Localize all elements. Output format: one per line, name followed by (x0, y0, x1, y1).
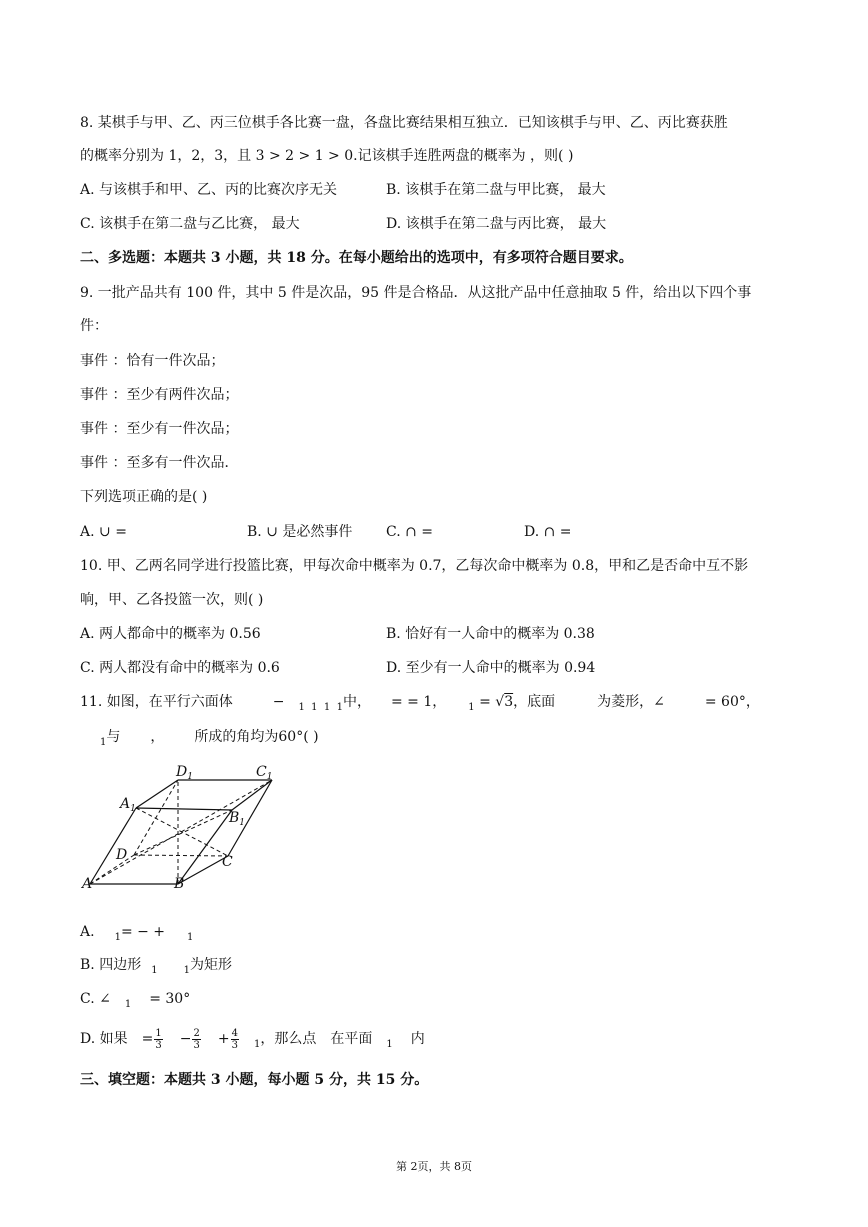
label-b1: $B_1$ (229, 810, 246, 828)
q9-option-b: B. ∪ 是必然事件 (247, 524, 353, 540)
edge-bc (178, 856, 228, 884)
label-c1: $C_1$ (256, 764, 273, 782)
edge-a1d1 (136, 780, 178, 808)
q11-stem-line2: $_1$与 ， 所成的角均为60°( ) (100, 729, 319, 748)
q9-stem-line2: 件： (80, 318, 108, 334)
q9-prompt: 下列选项正确的是( ) (80, 489, 208, 505)
fraction-1-3: $\frac{1}{3}$ (155, 1027, 162, 1051)
q9-option-c: C. ∩ = (386, 524, 434, 540)
diagonal-a1c-hidden (136, 808, 228, 856)
label-a1: $A_1$ (120, 796, 136, 814)
label-d: D (116, 847, 128, 863)
q8-option-c: C. 该棋手在第二盘与乙比赛， 最大 (80, 216, 300, 232)
q11-option-c: C. ∠ $_1$ = 30° (80, 991, 191, 1010)
section-heading-fill-in: 三、填空题：本题共 3 小题，每小题 5 分，共 15 分。 (80, 1072, 429, 1088)
page-footer: 第 2页，共 8页 (396, 1160, 472, 1173)
fraction-4-3: $\frac{4}{3}$ (231, 1027, 238, 1051)
label-c: C (222, 854, 233, 870)
edge-bb1 (178, 810, 232, 884)
parallelepiped-figure (80, 760, 280, 890)
edge-dd1-hidden (134, 780, 178, 855)
label-a: A (82, 876, 93, 890)
q9-stem-line1: 9. 一批产品共有 100 件，其中 5 件是次品，95 件是合格品．从这批产品中任意抽取 5 件，给出以下四个事 (80, 285, 752, 301)
q10-option-a: A. 两人都命中的概率为 0.56 (80, 626, 261, 642)
q11-stem-line1: 11. 如图，在平行六面体 − $_{1 1 1 1}$中， = = 1， $_1$ = √3，底面 为菱形，∠ = 60°， (80, 694, 760, 713)
label-d1: $D_1$ (176, 764, 193, 782)
q9-event-2: 事件 ：至少有两件次品； (80, 387, 239, 403)
edge-dc-hidden (134, 855, 228, 856)
q8-option-b: B. 该棋手在第二盘与甲比赛， 最大 (386, 182, 606, 198)
section-heading-multi-choice: 二、多选题：本题共 3 小题，共 18 分。在每小题给出的选项中，有多项符合题目要求。 (80, 250, 633, 266)
label-b: B (174, 876, 185, 890)
q11-option-a: A. $_1$= − + $_1$ (80, 924, 194, 943)
q10-option-b: B. 恰好有一人命中的概率为 0.38 (386, 626, 595, 642)
q8-stem-line2: 的概率分别为 1，2，3，且 3 > 2 > 1 > 0.记该棋手连胜两盘的概率为 ，则( ) (80, 148, 574, 164)
q9-option-a: A. ∪ = (80, 524, 127, 540)
edge-ad-hidden (90, 855, 134, 884)
q8-stem-line1: 8. 某棋手与甲、乙、丙三位棋手各比赛一盘，各盘比赛结果相互独立．已知该棋手与甲、乙、丙比赛获胜 (80, 115, 728, 131)
q10-stem-line1: 10. 甲、乙两名同学进行投篮比赛，甲每次命中概率为 0.7，乙每次命中概率为 0.8，甲和乙是否命中互不影 (80, 558, 749, 574)
q11-option-d: D. 如果 = $\frac{1}{3}$ − $\frac{2}{3}$ + $\frac{4}{3}$ $_1$，那么点 在平面 $_1$ 内 (80, 1027, 425, 1051)
diagonal-db1-hidden (134, 810, 232, 855)
edge-aa1 (90, 808, 136, 884)
q10-stem-line2: 响，甲、乙各投篮一次，则( ) (80, 592, 264, 608)
q10-option-d: D. 至少有一人命中的概率为 0.94 (386, 660, 596, 676)
q8-option-a: A. 与该棋手和甲、乙、丙的比赛次序无关 (80, 182, 338, 198)
q9-event-3: 事件 ：至少有一件次品； (80, 421, 239, 437)
q11-option-b: B. 四边形 $_1$ $_1$为矩形 (80, 957, 232, 976)
q9-event-4: 事件 ：至多有一件次品． (80, 455, 239, 471)
edge-b1c1 (232, 780, 272, 810)
fraction-2-3: $\frac{2}{3}$ (193, 1027, 200, 1051)
q9-event-1: 事件 ：恰有一件次品； (80, 353, 225, 369)
q10-option-c: C. 两人都没有命中的概率为 0.6 (80, 660, 280, 676)
q9-option-d: D. ∩ = (524, 524, 572, 540)
edge-a1b1 (136, 808, 232, 810)
q8-option-d: D. 该棋手在第二盘与丙比赛， 最大 (386, 216, 607, 232)
